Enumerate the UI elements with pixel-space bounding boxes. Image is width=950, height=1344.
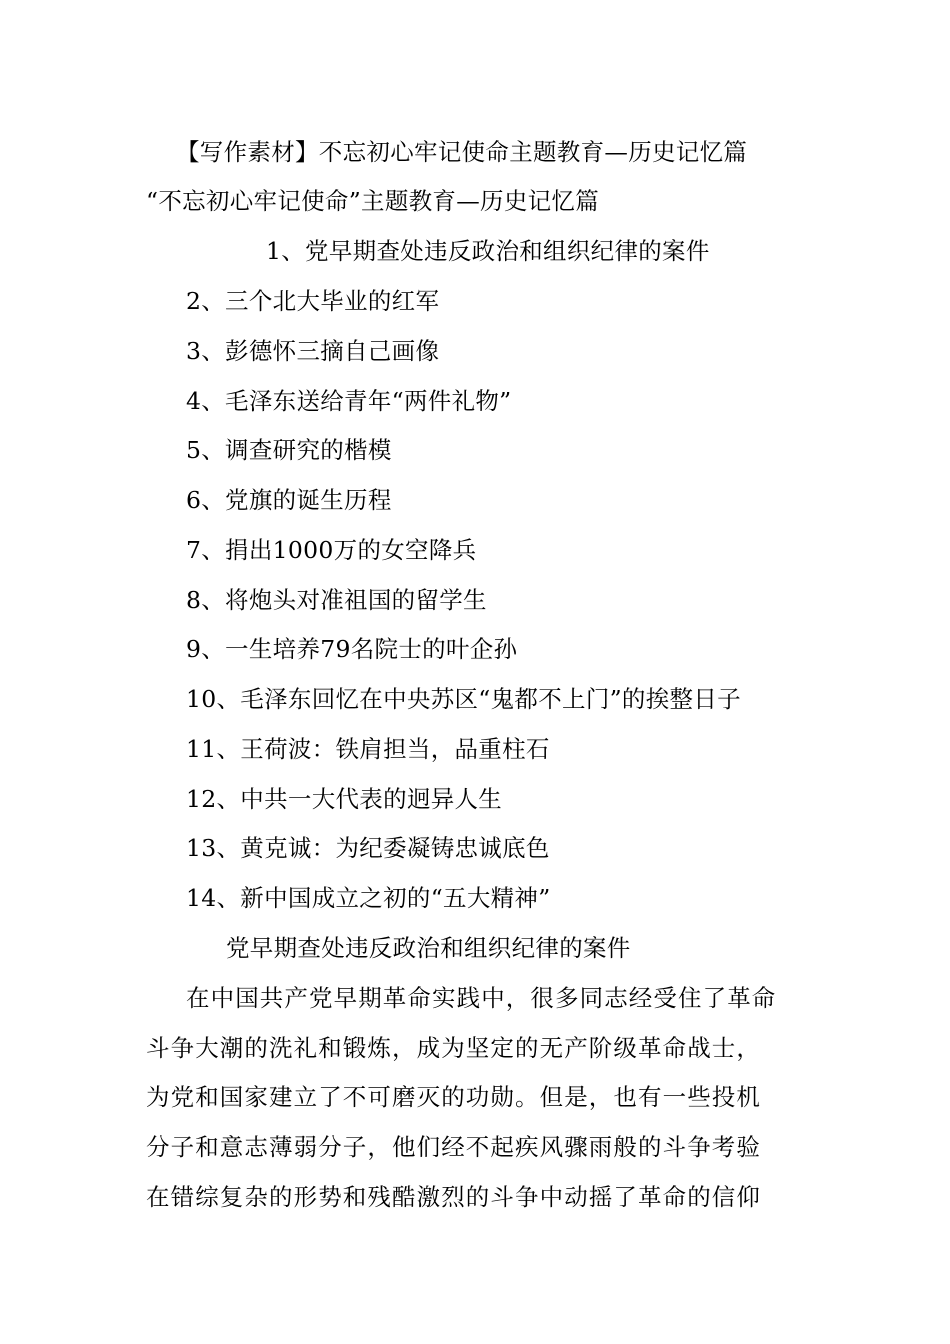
toc-item: 10、毛泽东回忆在中央苏区“鬼都不上门”的挨整日子 [186,685,741,713]
toc-item: 11、王荷波：铁肩担当，品重柱石 [186,735,550,763]
document-subheading: “不忘初心牢记使命”主题教育—历史记忆篇 [146,187,600,215]
toc-item: 8、将炮头对准祖国的留学生 [186,586,487,614]
toc-item: 1、党早期查处违反政治和组织纪律的案件 [266,237,710,265]
document-heading: 【写作素材】不忘初心牢记使命主题教育—历史记忆篇 [176,138,748,166]
toc-item: 6、党旗的诞生历程 [186,486,392,514]
toc-item: 2、三个北大毕业的红军 [186,287,440,315]
body-paragraph-line: 为党和国家建立了不可磨灭的功勋。但是，也有一些投机 [146,1083,761,1111]
toc-item: 12、中共一大代表的迥异人生 [186,785,503,813]
toc-item: 3、彭德怀三摘自己画像 [186,337,440,365]
body-paragraph-line: 在中国共产党早期革命实践中，很多同志经受住了革命 [186,984,777,1012]
toc-item: 9、一生培养79名院士的叶企孙 [186,635,518,663]
toc-item: 5、调查研究的楷模 [186,436,392,464]
toc-item: 14、新中国成立之初的“五大精神” [186,884,551,912]
body-paragraph-line: 在错综复杂的形势和残酷激烈的斗争中动摇了革命的信仰 [146,1183,761,1211]
toc-item: 4、毛泽东送给青年“两件礼物” [186,387,512,415]
body-paragraph-line: 斗争大潮的洗礼和锻炼，成为坚定的无产阶级革命战士， [146,1034,761,1062]
body-paragraph-line: 分子和意志薄弱分子，他们经不起疾风骤雨般的斗争考验 [146,1133,761,1161]
toc-item: 7、捐出1000万的女空降兵 [186,536,477,564]
section-title: 党早期查处违反政治和组织纪律的案件 [226,934,631,962]
toc-item: 13、黄克诚：为纪委凝铸忠诚底色 [186,834,550,862]
